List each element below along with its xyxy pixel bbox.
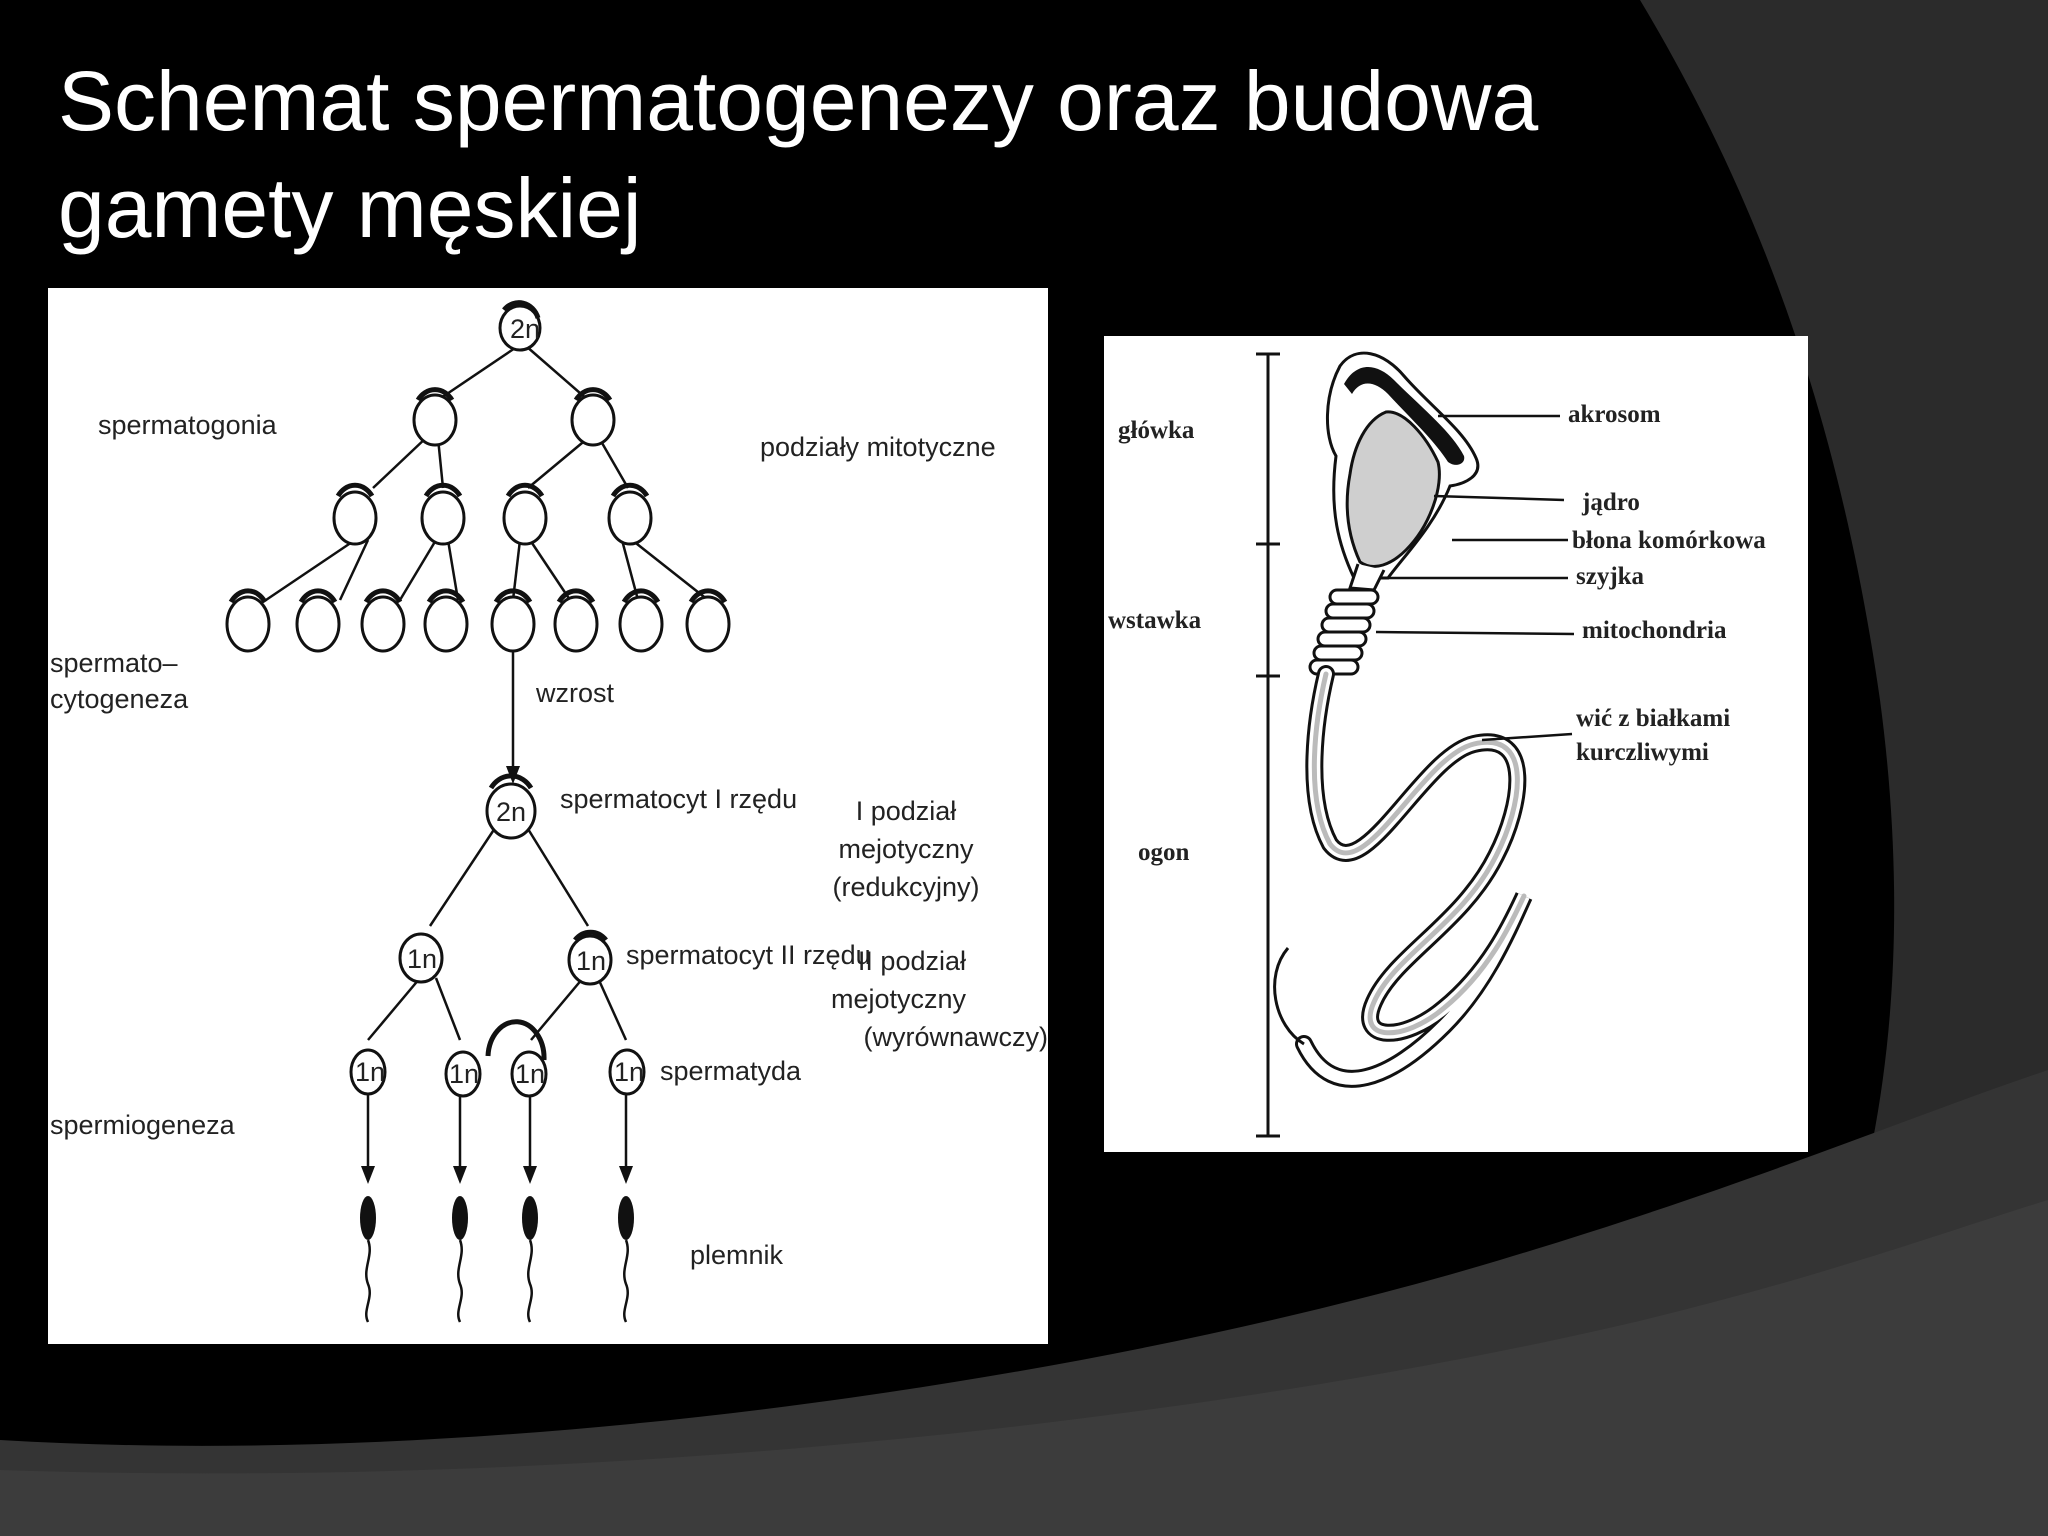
sperm-cell: [360, 1196, 376, 1322]
cell-spermatogonium: [422, 492, 464, 544]
spermatogenesis-diagram: [48, 288, 1048, 1344]
cell-spermatogonium: [620, 597, 662, 651]
sperm-cell: [452, 1196, 468, 1322]
label-szyjka: szyjka: [1576, 563, 1645, 590]
sperm-structure-diagram: [1104, 336, 1808, 1152]
slide-title-line-2: gamety męskiej: [58, 161, 642, 255]
ploidy-label: 1n: [515, 1059, 546, 1089]
ploidy-label: 2n: [496, 797, 527, 827]
slide-title-line-1: Schemat spermatogenezy oraz budowa: [58, 54, 1539, 148]
sperm-cells: [360, 1196, 634, 1322]
ploidy-label: 1n: [407, 944, 438, 974]
label-meioza1-line3: (redukcyjny): [832, 872, 980, 902]
label-spermatogonia: spermatogonia: [98, 410, 277, 440]
label-meioza2-line1: II podział: [857, 946, 966, 976]
cell-spermatogonium: [227, 597, 269, 651]
ploidy-label: 1n: [614, 1057, 645, 1087]
label-akrosom: akrosom: [1568, 401, 1661, 428]
spermatogenesis-diagram-panel: [48, 288, 1048, 1344]
cell-spermatogonium: [572, 395, 614, 445]
label-mitochondria: mitochondria: [1582, 617, 1727, 644]
label-spermatyda: spermatyda: [660, 1056, 802, 1086]
cell-spermatogonium: [425, 597, 467, 651]
cell-spermatogonium: [362, 597, 404, 651]
cell-spermatogonium: [504, 492, 546, 544]
cell-spermatogonium: [687, 597, 729, 651]
cell-spermatogonium: [555, 597, 597, 651]
label-wic-line1: wić z białkami: [1576, 705, 1731, 732]
cell-spermatogonium: [334, 492, 376, 544]
label-meioza1-line2: mejotyczny: [838, 834, 974, 864]
label-spermatocyt-1: spermatocyt I rzędu: [560, 784, 798, 814]
ploidy-label: 1n: [576, 946, 607, 976]
label-meioza2-line3: (wyrównawczy): [863, 1022, 1048, 1052]
label-jadro: jądro: [1582, 489, 1640, 516]
region-label-wstawka: wstawka: [1108, 607, 1202, 634]
sperm-cell: [618, 1196, 634, 1322]
lineage-lines: [263, 346, 708, 1166]
label-wic-line2: kurczliwymi: [1576, 739, 1709, 766]
cell-spermatogonium: [414, 395, 456, 445]
ploidy-label: 1n: [355, 1057, 386, 1087]
label-wzrost: wzrost: [536, 678, 615, 708]
label-plemnik: plemnik: [690, 1240, 784, 1270]
label-meioza2-line2: mejotyczny: [830, 984, 966, 1014]
flagellum-end: [1275, 948, 1304, 1044]
region-label-glowka: główka: [1118, 417, 1195, 444]
label-meioza1-line1: I podział: [855, 796, 957, 826]
sperm-structure-panel: [1104, 336, 1808, 1152]
label-spermatocyt-2: spermatocyt II rzędu: [626, 940, 871, 970]
cells: [227, 306, 729, 1096]
slide-title: [58, 48, 1698, 262]
cell-spermatogonium: [609, 492, 651, 544]
ploidy-label: 1n: [449, 1059, 480, 1089]
label-blona-komorkowa: błona komórkowa: [1572, 527, 1766, 554]
label-podzialy-mitotyczne: podziały mitotyczne: [760, 432, 996, 462]
label-spermatocytogeneza-1: spermato–: [50, 648, 178, 678]
region-label-ogon: ogon: [1138, 839, 1190, 866]
cell-spermatogonium: [492, 597, 534, 651]
sperm-cell: [522, 1196, 538, 1322]
label-spermiogeneza: spermiogeneza: [50, 1110, 235, 1140]
region-scale-bar: [1256, 354, 1280, 1136]
midpiece-mitochondria: [1310, 590, 1378, 674]
cell-spermatogonium: [297, 597, 339, 651]
label-spermatocytogeneza-2: cytogeneza: [50, 684, 189, 714]
ploidy-label: 2n: [510, 314, 541, 344]
